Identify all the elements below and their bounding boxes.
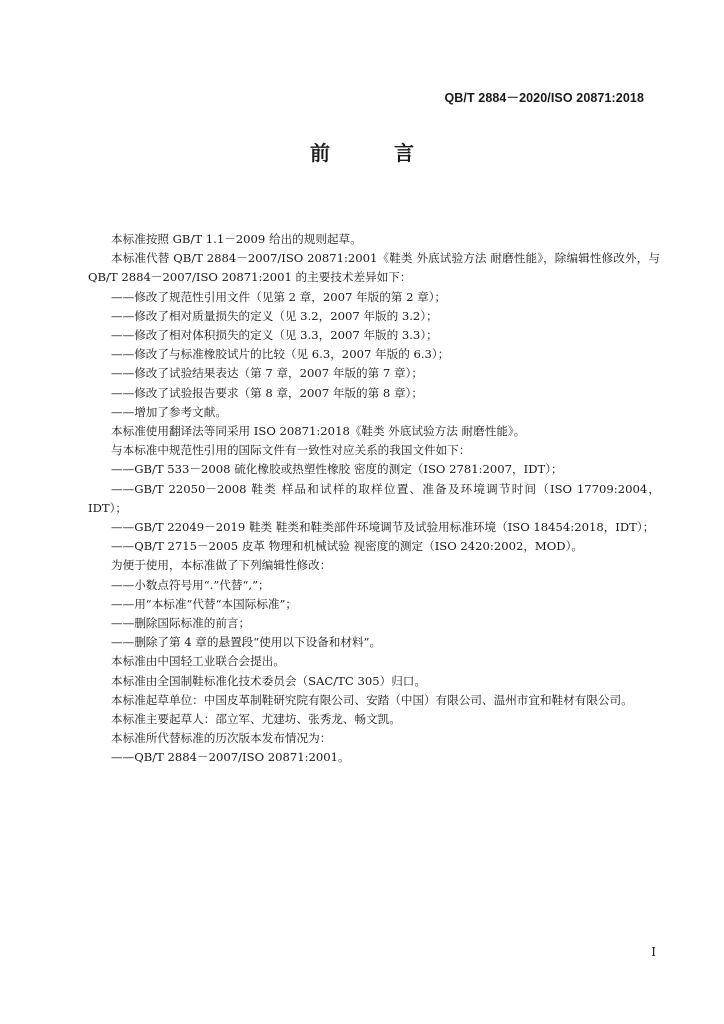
paragraph-drafters: 本标准主要起草人：邵立军、尤建坊、张秀龙、畅文凯。 xyxy=(111,712,401,727)
paragraph-correspondence: 与本标准中规范性引用的国际文件有一致性对应关系的我国文件如下： xyxy=(111,443,471,458)
paragraph-adoption: 本标准使用翻译法等同采用 ISO 20871:2018《鞋类 外底试验方法 耐磨性能》。 xyxy=(111,424,526,439)
reference-item: ——GB/T 22050－2008 鞋类 样品和试样的取样位置、准备及环境调节时间（ISO 17709:2004，IDT）； xyxy=(88,481,660,515)
change-item: ——修改了规范性引用文件（见第 2 章，2007 年版的第 2 章）； xyxy=(111,289,447,304)
reference-item: ——GB/T 533－2008 硫化橡胶或热塑性橡胶 密度的测定（ISO 2781:2007，IDT）； xyxy=(111,462,563,477)
paragraph-history-intro: 本标准所代替标准的历次版本发布情况为： xyxy=(111,731,332,746)
change-item: ——修改了相对体积损失的定义（见 3.3，2007 年版的 3.3）； xyxy=(111,328,438,343)
paragraph-proposer: 本标准由中国轻工业联合会提出。 xyxy=(111,654,285,669)
paragraph-drafting-units: 本标准起草单位：中国皮革制鞋研究院有限公司、安踏（中国）有限公司、温州市宜和鞋材有限公司。 xyxy=(111,692,633,707)
history-item: ——QB/T 2884－2007/ISO 20871:2001。 xyxy=(111,750,350,765)
page-number: I xyxy=(651,945,656,959)
standard-code: QB/T 2884－2020/ISO 20871:2018 xyxy=(444,91,644,105)
change-item: ——修改了试验结果表达（第 7 章，2007 年版的第 7 章）； xyxy=(111,366,423,381)
editorial-item: ——删除了第 4 章的悬置段“使用以下设备和材料”。 xyxy=(111,635,382,650)
paragraph-editorial-intro: 为便于使用，本标准做了下列编辑性修改： xyxy=(111,558,332,573)
reference-item: ——QB/T 2715－2005 皮革 物理和机械试验 视密度的测定（ISO 2420:2002，MOD）。 xyxy=(111,539,583,554)
change-item: ——修改了相对质量损失的定义（见 3.2，2007 年版的 3.2）； xyxy=(111,308,438,323)
editorial-item: ——用“本标准”代替“本国际标准”； xyxy=(111,596,298,611)
page-title: 前 言 xyxy=(310,141,436,165)
foreword-body xyxy=(88,230,660,768)
reference-item: ——GB/T 22049－2019 鞋类 鞋类和鞋类部件环境调节及试验用标准环境（ISO 18454:2018，IDT）； xyxy=(111,520,655,535)
paragraph-drafting-rules: 本标准按照 GB/T 1.1－2009 给出的规则起草。 xyxy=(111,232,362,246)
change-item: ——修改了试验报告要求（第 8 章，2007 年版的第 8 章）； xyxy=(111,385,423,400)
change-item: ——修改了与标准橡胶试片的比较（见 6.3，2007 年版的 6.3）； xyxy=(111,347,450,362)
paragraph-replacement: 本标准代替 QB/T 2884－2007/ISO 20871:2001《鞋类 外底试验方法 耐磨性能》，除编辑性修改外，与 QB/T 2884－2007/ISO 20871:2001 的主要技术差异如下： xyxy=(88,251,660,285)
editorial-item: ——小数点符号用“.”代替“,”； xyxy=(111,577,270,592)
editorial-item: ——删除国际标准的前言； xyxy=(111,616,251,631)
change-item: ——增加了参考文献。 xyxy=(111,404,227,419)
paragraph-committee: 本标准由全国制鞋标准化技术委员会（SAC/TC 305）归口。 xyxy=(111,673,426,688)
